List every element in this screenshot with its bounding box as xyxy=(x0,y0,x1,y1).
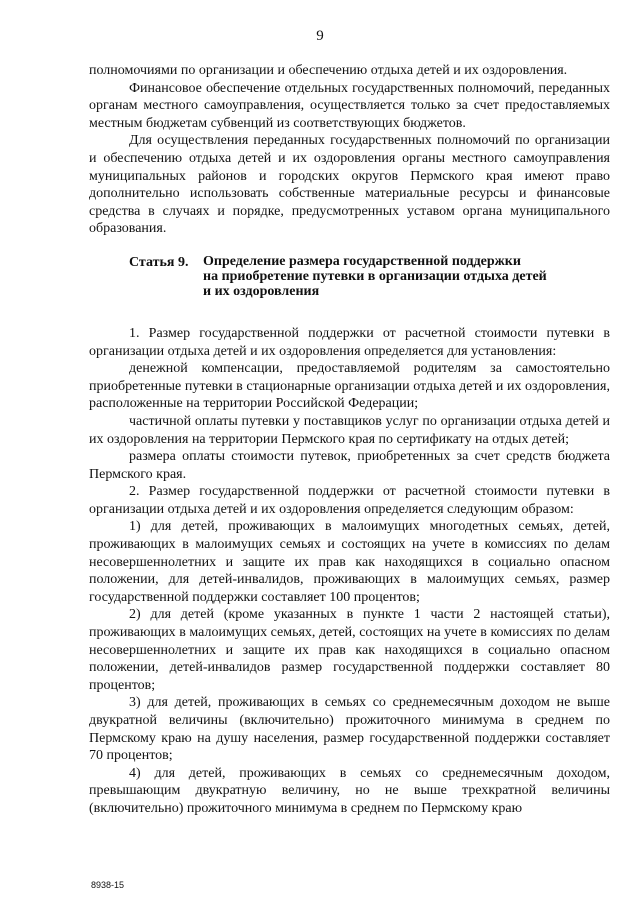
paragraph: 1. Размер государственной поддержки от расчетной стоимости путевки в организации отдыха детей и их оздоровления определяется для установления: xyxy=(89,325,610,359)
article-title xyxy=(203,254,610,299)
paragraph: 4) для детей, проживающих в семьях со среднемесячным доходом, превышающим двукратную величину, но не выше трехкратной величины (включительно) прожиточного минимума в среднем по Пермскому краю xyxy=(89,765,610,816)
paragraph: Для осуществления переданных государственных полномочий по организации и обеспечению отдыха детей и их оздоровления органы местного самоуправления муниципальных районов и городских округов Пермского края имеют право дополнительно использовать собственные материальные ресурсы и финансовые средства в случаях и порядке, предусмотренных уставом органа муниципального образования. xyxy=(89,133,610,237)
paragraph: размера оплаты стоимости путевок, приобретенных за счет средств бюджета Пермского края. xyxy=(89,449,610,482)
page-number: 9 xyxy=(316,28,324,44)
document-code: 8938-15 xyxy=(91,880,125,890)
article-title-line: и их оздоровления xyxy=(203,283,320,299)
article-title-line: Определение размера государственной поддержки xyxy=(203,253,521,269)
paragraph: 2. Размер государственной поддержки от расчетной стоимости путевки в организации отдыха детей и их оздоровления определяется следующим образом: xyxy=(89,484,610,517)
paragraph: частичной оплаты путевки у поставщиков услуг по организации отдыха детей и их оздоровления на территории Пермского края по сертификату на отдых детей; xyxy=(89,413,610,447)
article-heading xyxy=(89,254,610,299)
paragraph: денежной компенсации, предоставляемой родителям за самостоятельно приобретенные путевки в стационарные организации отдыха детей и их оздоровления, расположенные на территории Российской Федерации; xyxy=(89,361,610,412)
article-title-line: на приобретение путевки в организации отдыха детей xyxy=(203,268,547,284)
article-number: Статья 9. xyxy=(129,254,189,270)
document-body xyxy=(89,62,610,818)
paragraph: 3) для детей, проживающих в семьях со среднемесячным доходом не выше двукратной величины (включительно) прожиточного минимума в среднем по Пермскому краю на душу населения, размер государственной поддержки составляет 70 процентов; xyxy=(89,695,610,764)
paragraph-group-top xyxy=(89,62,610,238)
paragraph: 1) для детей, проживающих в малоимущих многодетных семьях, детей, проживающих в малоимущих семьях и состоящих на учете в комиссиях по делам несовершеннолетних и защите их прав как находящихся в социально опасном положении, для детей-инвалидов, проживающих в малоимущих семьях, размер государственной поддержки составляет 100 процентов; xyxy=(89,519,610,605)
paragraph: 2) для детей (кроме указанных в пункте 1 части 2 настоящей статьи), проживающих в малоимущих семьях, детей, состоящих на учете в комиссиях по делам несовершеннолетних и защите их прав как находящихся в социально опасном положении, детей-инвалидов размер государственной поддержки составляет 80 процентов; xyxy=(89,607,610,693)
paragraph: Финансовое обеспечение отдельных государственных полномочий, переданных органам местного самоуправления, осуществляется только за счет предоставляемых местным бюджетам субвенций из соответствующих бюджетов. xyxy=(89,80,610,131)
paragraph: полномочиями по организации и обеспечению отдыха детей и их оздоровления. xyxy=(89,63,568,78)
paragraph-group-bottom xyxy=(89,325,610,818)
